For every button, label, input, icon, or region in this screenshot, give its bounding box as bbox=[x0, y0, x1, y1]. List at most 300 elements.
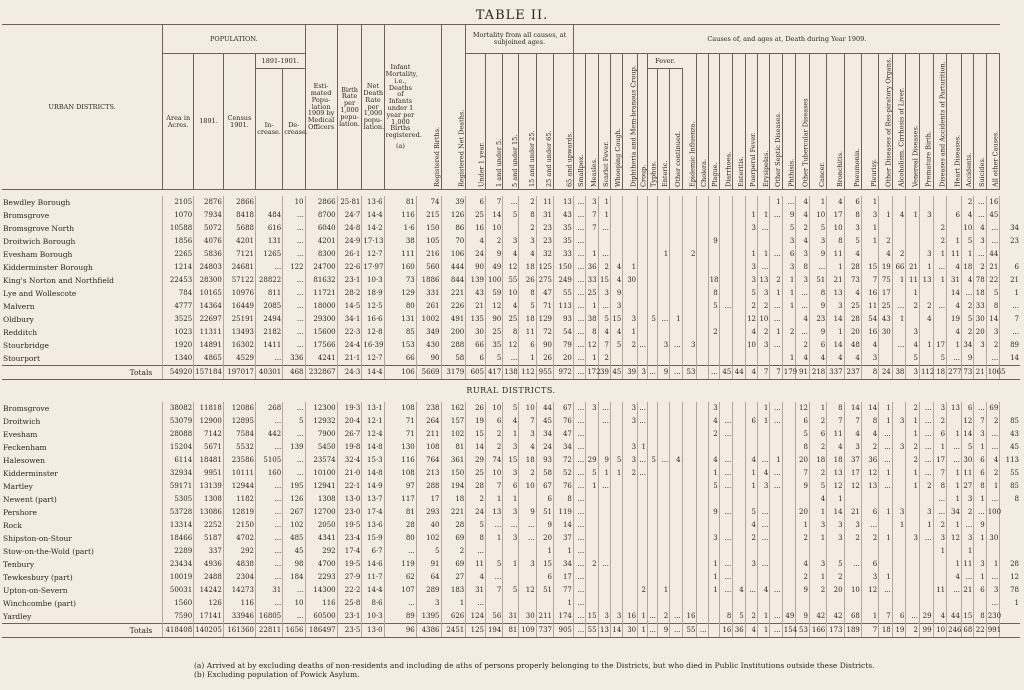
table-cell: ... bbox=[466, 597, 486, 610]
table-cell: 6 bbox=[809, 339, 826, 352]
table-cell: 1856 bbox=[163, 235, 194, 248]
table-cell bbox=[745, 235, 757, 248]
table-cell: 3 bbox=[782, 261, 796, 274]
table-cell bbox=[648, 506, 658, 519]
table-cell: ... bbox=[573, 196, 585, 209]
table-cell: 1 bbox=[536, 545, 553, 558]
table-cell: 38 bbox=[586, 313, 598, 326]
table-cell: ... bbox=[919, 454, 933, 467]
table-cell: 17 bbox=[879, 287, 893, 300]
table-cell: 3 bbox=[919, 209, 933, 222]
table-cell: 2 bbox=[708, 326, 719, 339]
table-cell: 24·7 bbox=[337, 209, 362, 222]
header-cause-8: Other continued. bbox=[670, 69, 682, 190]
table-cell: 4 bbox=[610, 261, 622, 274]
table-row bbox=[2, 428, 1020, 441]
table-cell: 4 bbox=[919, 313, 933, 326]
table-cell: 12086 bbox=[223, 402, 255, 415]
table-cell: 6 bbox=[974, 454, 986, 467]
table-cell: 28 bbox=[441, 519, 466, 532]
table-cell bbox=[770, 235, 782, 248]
table-cell: 49 bbox=[782, 610, 796, 624]
table-cell: 126 bbox=[194, 597, 224, 610]
table-cell: 12·5 bbox=[362, 300, 384, 313]
totals-cell: 154 bbox=[782, 624, 796, 638]
table-cell bbox=[648, 597, 658, 610]
table-cell bbox=[861, 545, 878, 558]
table-cell: 764 bbox=[416, 454, 441, 467]
table-cell bbox=[670, 519, 682, 532]
table-cell: 1 bbox=[758, 415, 770, 428]
table-cell: 14·5 bbox=[337, 300, 362, 313]
table-cell: 14 bbox=[1000, 352, 1020, 366]
table-cell: ... bbox=[486, 519, 503, 532]
table-cell bbox=[670, 506, 682, 519]
table-cell: 7 bbox=[486, 584, 503, 597]
table-cell: ... bbox=[255, 480, 282, 493]
table-cell bbox=[657, 287, 669, 300]
table-cell: 43 bbox=[554, 209, 574, 222]
table-cell bbox=[1000, 209, 1020, 222]
table-cell: 12 bbox=[827, 480, 844, 493]
table-cell: 9 bbox=[796, 480, 810, 493]
table-cell: 66 bbox=[466, 339, 486, 352]
table-cell bbox=[919, 597, 933, 610]
table-cell: 15 bbox=[503, 454, 519, 467]
totals-cell: 955 bbox=[536, 366, 553, 380]
table-cell: ... bbox=[598, 402, 610, 415]
table-cell: 13·0 bbox=[337, 493, 362, 506]
table-cell bbox=[697, 610, 708, 624]
district-name: Winchcombe (part) bbox=[3, 598, 77, 608]
table-cell: 200 bbox=[441, 326, 466, 339]
table-cell: 6 bbox=[466, 352, 486, 366]
table-cell: 3 bbox=[974, 558, 986, 571]
totals-row bbox=[2, 624, 1020, 638]
table-cell: 8 bbox=[827, 402, 844, 415]
table-cell: 4 bbox=[610, 274, 622, 287]
table-cell bbox=[648, 441, 658, 454]
table-cell: 15 bbox=[961, 610, 973, 624]
table-cell: 1214 bbox=[163, 261, 194, 274]
table-cell bbox=[782, 428, 796, 441]
table-cell: 8700 bbox=[305, 209, 337, 222]
table-cell bbox=[697, 402, 708, 415]
table-cell bbox=[708, 209, 719, 222]
table-cell bbox=[719, 261, 733, 274]
table-cell: 24803 bbox=[194, 261, 224, 274]
table-cell bbox=[770, 261, 782, 274]
table-cell: 3 bbox=[745, 274, 757, 287]
table-cell bbox=[638, 196, 648, 209]
table-cell: 12300 bbox=[305, 402, 337, 415]
table-cell bbox=[648, 248, 658, 261]
table-cell: 1 bbox=[586, 300, 598, 313]
table-cell: 5 bbox=[745, 287, 757, 300]
table-cell bbox=[682, 532, 697, 545]
table-cell: 1308 bbox=[194, 493, 224, 506]
table-cell: 1 bbox=[809, 532, 826, 545]
table-cell: 24681 bbox=[223, 261, 255, 274]
table-cell bbox=[733, 597, 745, 610]
table-cell: ... bbox=[933, 506, 947, 519]
totals-cell: 112 bbox=[919, 366, 933, 380]
table-cell: 2150 bbox=[223, 519, 255, 532]
table-cell bbox=[638, 261, 648, 274]
table-cell: 18·9 bbox=[362, 287, 384, 300]
totals-cell: 197017 bbox=[223, 366, 255, 380]
table-cell: 13·1 bbox=[362, 402, 384, 415]
table-cell: 17566 bbox=[305, 339, 337, 352]
table-cell bbox=[610, 402, 622, 415]
table-cell bbox=[782, 402, 796, 415]
table-cell: 5 bbox=[519, 300, 536, 313]
table-cell: ... bbox=[519, 519, 536, 532]
totals-cell: 905 bbox=[554, 624, 574, 638]
totals-cell: 109 bbox=[519, 624, 536, 638]
table-cell: 13493 bbox=[223, 326, 255, 339]
table-cell: 16 bbox=[861, 287, 878, 300]
district-name: Bromsgrove bbox=[3, 210, 50, 220]
table-cell: 39 bbox=[441, 196, 466, 209]
table-cell: 9 bbox=[796, 584, 810, 597]
table-cell: 2 bbox=[809, 415, 826, 428]
table-cell bbox=[648, 326, 658, 339]
table-cell: 5836 bbox=[194, 248, 224, 261]
table-cell bbox=[610, 532, 622, 545]
table-cell: 38082 bbox=[163, 402, 194, 415]
table-cell: 5 bbox=[586, 467, 598, 480]
table-cell: 43 bbox=[466, 287, 486, 300]
table-cell: 2 bbox=[486, 441, 503, 454]
table-cell: 1 bbox=[906, 287, 920, 300]
table-cell bbox=[697, 222, 708, 235]
table-cell: 10165 bbox=[194, 287, 224, 300]
table-cell: ... bbox=[598, 415, 610, 428]
table-cell: 8 bbox=[974, 480, 986, 493]
table-cell: 55 bbox=[1000, 467, 1020, 480]
table-cell bbox=[670, 441, 682, 454]
table-cell: 1 bbox=[586, 248, 598, 261]
table-cell: 5 bbox=[906, 352, 920, 366]
table-cell bbox=[782, 558, 796, 571]
table-cell: 1 bbox=[906, 415, 920, 428]
table-cell: 8 bbox=[519, 287, 536, 300]
table-cell: 4 bbox=[796, 209, 810, 222]
table-cell: ... bbox=[486, 571, 503, 584]
table-cell: 184 bbox=[283, 571, 305, 584]
table-cell: 2876 bbox=[194, 196, 224, 209]
table-cell bbox=[733, 493, 745, 506]
table-cell: 12 bbox=[586, 339, 598, 352]
table-cell: 4 bbox=[861, 339, 878, 352]
table-cell: ... bbox=[974, 402, 986, 415]
table-cell: 18 bbox=[519, 313, 536, 326]
table-cell bbox=[844, 597, 861, 610]
table-cell bbox=[610, 209, 622, 222]
table-cell bbox=[947, 415, 962, 428]
table-cell: 60500 bbox=[305, 610, 337, 624]
table-cell bbox=[770, 428, 782, 441]
table-cell: 27 bbox=[441, 571, 466, 584]
table-cell bbox=[648, 571, 658, 584]
table-cell: 7142 bbox=[194, 428, 224, 441]
district-name: Redditch bbox=[3, 327, 38, 337]
table-cell bbox=[733, 558, 745, 571]
table-cell bbox=[733, 209, 745, 222]
table-cell: 4865 bbox=[194, 352, 224, 366]
table-cell: 1 bbox=[519, 352, 536, 366]
table-cell: ... bbox=[255, 506, 282, 519]
table-cell: ... bbox=[770, 584, 782, 597]
header-cause-6: Typhus. bbox=[648, 69, 658, 190]
table-cell bbox=[697, 441, 708, 454]
table-cell: ... bbox=[573, 287, 585, 300]
table-cell: ... bbox=[947, 352, 962, 366]
table-cell: 31 bbox=[255, 584, 282, 597]
table-cell: 2 bbox=[809, 441, 826, 454]
table-cell: ... bbox=[986, 235, 1000, 248]
table-cell: ... bbox=[919, 428, 933, 441]
table-cell: 1 bbox=[670, 313, 682, 326]
table-cell: 1 bbox=[657, 248, 669, 261]
table-cell bbox=[670, 261, 682, 274]
table-cell: ... bbox=[573, 261, 585, 274]
table-cell bbox=[670, 326, 682, 339]
table-cell bbox=[648, 558, 658, 571]
table-cell: ... bbox=[745, 584, 757, 597]
table-cell: 3 bbox=[906, 532, 920, 545]
table-cell bbox=[697, 274, 708, 287]
table-cell bbox=[861, 493, 878, 506]
table-cell: 29 bbox=[586, 454, 598, 467]
table-cell: 3 bbox=[827, 519, 844, 532]
table-cell: 1 bbox=[758, 610, 770, 624]
table-cell: 7 bbox=[598, 339, 610, 352]
table-cell: 1002 bbox=[416, 313, 441, 326]
table-cell: 3 bbox=[809, 519, 826, 532]
table-cell bbox=[610, 545, 622, 558]
table-row bbox=[2, 597, 1020, 610]
totals-cell: 605 bbox=[466, 366, 486, 380]
table-cell: 3 bbox=[844, 441, 861, 454]
table-cell: 31 bbox=[466, 584, 486, 597]
table-cell: 59171 bbox=[163, 480, 194, 493]
table-cell: 1 bbox=[827, 493, 844, 506]
totals-cell: 468 bbox=[283, 366, 305, 380]
totals-cell: 16 bbox=[719, 624, 733, 638]
table-cell bbox=[892, 428, 906, 441]
table-cell bbox=[610, 519, 622, 532]
table-cell bbox=[657, 532, 669, 545]
table-cell: 10 bbox=[745, 339, 757, 352]
table-cell: 11 bbox=[536, 196, 553, 209]
table-cell bbox=[638, 209, 648, 222]
table-cell: 16·6 bbox=[362, 313, 384, 326]
table-cell bbox=[758, 235, 770, 248]
table-cell: 21·1 bbox=[337, 352, 362, 366]
header-mortality-ages: Mortality from all causes, at subjoined ages. bbox=[466, 25, 574, 54]
table-cell: 13086 bbox=[194, 506, 224, 519]
table-cell: 71 bbox=[384, 415, 416, 428]
table-cell: 12 bbox=[844, 480, 861, 493]
table-cell: 1886 bbox=[416, 274, 441, 287]
header-cause-9: Epidemic Influenza. bbox=[682, 54, 697, 190]
table-cell: 5 bbox=[416, 545, 441, 558]
table-cell: 3 bbox=[623, 415, 638, 428]
table-cell: 17 bbox=[933, 339, 947, 352]
table-cell: 3 bbox=[933, 402, 947, 415]
district-name: Martley bbox=[3, 481, 33, 491]
table-cell bbox=[682, 313, 697, 326]
table-cell: ... bbox=[283, 454, 305, 467]
table-cell: 5 bbox=[796, 428, 810, 441]
table-cell: 1 bbox=[809, 506, 826, 519]
header-age-2: 5 and under 15. bbox=[503, 54, 519, 190]
table-cell bbox=[892, 196, 906, 209]
table-cell: 5 bbox=[782, 222, 796, 235]
table-cell: 2866 bbox=[305, 196, 337, 209]
table-cell: 6 bbox=[536, 493, 553, 506]
table-cell: 4 bbox=[844, 287, 861, 300]
table-row bbox=[2, 287, 1020, 300]
totals-cell: 30 bbox=[623, 624, 638, 638]
totals-cell: 2 bbox=[906, 624, 920, 638]
table-cell: 80 bbox=[384, 300, 416, 313]
table-cell: 1 bbox=[986, 480, 1000, 493]
table-cell: 45 bbox=[1000, 441, 1020, 454]
table-cell: 12895 bbox=[223, 415, 255, 428]
table-cell: ... bbox=[974, 209, 986, 222]
table-cell: ... bbox=[255, 352, 282, 366]
table-cell: ... bbox=[573, 402, 585, 415]
table-cell bbox=[610, 248, 622, 261]
table-cell bbox=[657, 519, 669, 532]
table-cell: 10 bbox=[486, 402, 503, 415]
table-row bbox=[2, 313, 1020, 326]
table-cell: 4 bbox=[827, 196, 844, 209]
table-cell: 4838 bbox=[223, 558, 255, 571]
table-cell: 116 bbox=[384, 454, 416, 467]
table-cell: 19 bbox=[947, 313, 962, 326]
table-cell bbox=[879, 339, 893, 352]
table-cell: 10 bbox=[809, 209, 826, 222]
header-cause-31: All other Causes. bbox=[986, 54, 1000, 190]
table-cell bbox=[623, 235, 638, 248]
table-cell: 2 bbox=[906, 441, 920, 454]
table-cell bbox=[892, 454, 906, 467]
table-cell bbox=[906, 519, 920, 532]
table-cell: 30 bbox=[961, 454, 973, 467]
district-name: Droitwich Borough bbox=[3, 236, 76, 246]
table-cell: 73 bbox=[384, 274, 416, 287]
table-cell bbox=[648, 532, 658, 545]
table-cell: 14300 bbox=[305, 584, 337, 597]
table-cell: 48 bbox=[844, 339, 861, 352]
table-cell bbox=[610, 584, 622, 597]
table-cell bbox=[648, 545, 658, 558]
table-cell bbox=[623, 519, 638, 532]
totals-cell: 8 bbox=[861, 366, 878, 380]
table-cell bbox=[586, 545, 598, 558]
table-cell bbox=[827, 545, 844, 558]
totals-cell: 140205 bbox=[194, 624, 224, 638]
table-cell bbox=[697, 209, 708, 222]
header-fever: Fever. bbox=[648, 54, 683, 69]
table-cell: 89 bbox=[1000, 339, 1020, 352]
totals-cell: 2451 bbox=[441, 624, 466, 638]
district-name: Feckenham bbox=[3, 442, 47, 452]
table-cell: 22697 bbox=[194, 313, 224, 326]
table-cell: 14·8 bbox=[362, 467, 384, 480]
table-cell: 215 bbox=[416, 209, 441, 222]
header-cause-19: Cancer. bbox=[809, 54, 826, 190]
district-name: Lye and Wollescote bbox=[3, 288, 77, 298]
totals-cell: 106 bbox=[384, 366, 416, 380]
totals-cell: ... bbox=[670, 624, 682, 638]
table-row bbox=[2, 196, 1020, 209]
table-cell: ... bbox=[573, 506, 585, 519]
table-cell: 24 bbox=[466, 506, 486, 519]
table-cell: ... bbox=[961, 519, 973, 532]
table-cell: 23·4 bbox=[337, 532, 362, 545]
totals-row bbox=[2, 366, 1020, 380]
table-row bbox=[2, 339, 1020, 352]
table-cell: ... bbox=[255, 571, 282, 584]
table-cell bbox=[503, 571, 519, 584]
table-cell: 24·4 bbox=[337, 339, 362, 352]
table-cell: 4241 bbox=[305, 352, 337, 366]
table-cell: 2 bbox=[638, 584, 648, 597]
table-cell: 3 bbox=[986, 584, 1000, 597]
table-cell: 31 bbox=[503, 610, 519, 624]
totals-cell: ... bbox=[648, 624, 658, 638]
table-cell: 5 bbox=[809, 480, 826, 493]
table-cell: 54 bbox=[554, 326, 574, 339]
table-cell bbox=[519, 597, 536, 610]
table-cell: 2 bbox=[809, 467, 826, 480]
table-cell: ... bbox=[573, 454, 585, 467]
table-cell: ... bbox=[1000, 300, 1020, 313]
table-cell: 21 bbox=[906, 261, 920, 274]
table-cell: 17141 bbox=[194, 610, 224, 624]
table-cell bbox=[733, 532, 745, 545]
header-1891: 1891. bbox=[194, 54, 224, 190]
table-cell: 11 bbox=[961, 558, 973, 571]
table-cell bbox=[598, 519, 610, 532]
table-cell: 1 bbox=[947, 339, 962, 352]
table-cell: ... bbox=[933, 261, 947, 274]
table-cell: 4 bbox=[708, 454, 719, 467]
table-cell: 16302 bbox=[223, 339, 255, 352]
table-cell: ... bbox=[770, 610, 782, 624]
table-cell: 153 bbox=[384, 339, 416, 352]
table-cell: 108 bbox=[384, 402, 416, 415]
table-cell: 10976 bbox=[223, 287, 255, 300]
totals-cell: 44 bbox=[733, 366, 745, 380]
table-cell bbox=[745, 545, 757, 558]
table-cell: 4 bbox=[733, 584, 745, 597]
table-cell: 1 bbox=[961, 545, 973, 558]
table-cell bbox=[733, 326, 745, 339]
table-cell: ... bbox=[283, 326, 305, 339]
totals-cell: 232867 bbox=[305, 366, 337, 380]
table-cell: 5187 bbox=[194, 532, 224, 545]
header-cause-21: Pneumonia. bbox=[844, 54, 861, 190]
table-cell: 3 bbox=[758, 339, 770, 352]
table-cell: 292 bbox=[223, 545, 255, 558]
table-cell: 2 bbox=[586, 558, 598, 571]
